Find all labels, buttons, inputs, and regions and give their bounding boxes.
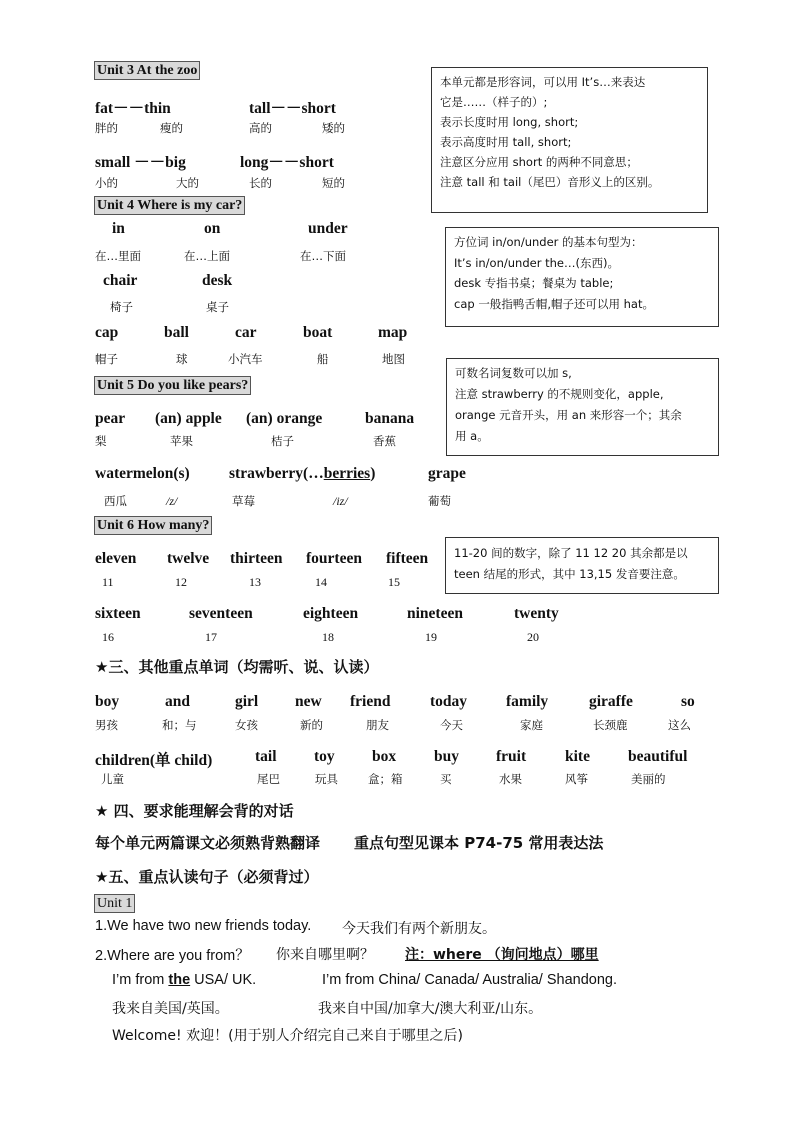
unit6-word: thirteen bbox=[230, 550, 283, 567]
sentence-1-cn: 今天我们有两个新朋友。 bbox=[342, 921, 496, 937]
unit5-phonetic: /z/ bbox=[166, 494, 178, 508]
unit6-num: 18 bbox=[322, 630, 334, 644]
unit6-word: eighteen bbox=[303, 605, 359, 622]
strawberry-paren: ) bbox=[370, 465, 376, 482]
section3-word: girl bbox=[235, 693, 259, 710]
unit4-cn: 小汽车 bbox=[228, 352, 263, 366]
unit6-num: 17 bbox=[205, 630, 217, 644]
unit5-header: Unit 5 Do you like pears? bbox=[94, 376, 251, 395]
unit3-cn: 小的 bbox=[95, 176, 118, 190]
note-line: 表示高度时用 tall, short; bbox=[440, 135, 572, 149]
note-line: 可数名词复数可以加 s, bbox=[455, 366, 572, 380]
unit5-word: (an) orange bbox=[246, 410, 323, 427]
unit3-header: Unit 3 At the zoo bbox=[94, 61, 200, 80]
unit6-word: eleven bbox=[95, 550, 137, 567]
unit4-word: map bbox=[378, 324, 408, 341]
unit6-num: 15 bbox=[388, 575, 400, 589]
unit4-word: desk bbox=[202, 272, 233, 289]
unit4-word: ball bbox=[164, 324, 189, 341]
unit5-cn: 桔子 bbox=[271, 434, 294, 448]
unit5-note-box bbox=[446, 358, 719, 456]
unit4-cn: 球 bbox=[176, 352, 188, 366]
unit3-cn: 长的 bbox=[249, 176, 272, 190]
unit4-cn: 椅子 bbox=[110, 300, 133, 314]
note-line: 注意 strawberry 的不规则变化，apple, bbox=[455, 387, 664, 401]
unit5-word: pear bbox=[95, 410, 126, 427]
sentence-4-cn: 我来自美国/英国。 bbox=[112, 1001, 229, 1017]
unit3-word: long－－short bbox=[240, 154, 334, 171]
unit4-note-box bbox=[445, 227, 719, 327]
unit3-cn: 胖的 bbox=[95, 121, 118, 135]
unit4-cn: 在…里面 bbox=[95, 249, 141, 263]
section3-cn: 女孩 bbox=[235, 718, 258, 732]
unit6-num: 19 bbox=[425, 630, 437, 644]
note-line: 11-20 间的数字，除了 11 12 20 其余都是以 bbox=[454, 546, 688, 560]
unit3-cn: 大的 bbox=[176, 176, 199, 190]
note-line: 方位词 in/on/under 的基本句型为： bbox=[454, 235, 643, 249]
section3-cn: 男孩 bbox=[95, 718, 118, 732]
unit4-word: chair bbox=[103, 272, 138, 289]
section3-word: giraffe bbox=[589, 693, 633, 710]
sentence-2-cn: 你来自哪里啊？ bbox=[276, 947, 374, 963]
section3-word: new bbox=[295, 693, 322, 710]
unit6-word: twenty bbox=[514, 605, 559, 622]
unit5-cn: 西瓜 bbox=[104, 494, 127, 508]
section4-line: 每个单元两篇课文必须熟背熟翻译 bbox=[95, 834, 321, 852]
section3-word: buy bbox=[434, 748, 459, 765]
section3-word: box bbox=[372, 748, 397, 765]
unit4-cn: 在…下面 bbox=[300, 249, 346, 263]
section3-cn: 今天 bbox=[440, 718, 463, 732]
section3-cn: 盒；箱 bbox=[368, 772, 403, 786]
section3-title: ★三、其他重点单词（均需听、说、认读） bbox=[95, 658, 379, 676]
unit4-cn: 地图 bbox=[382, 352, 405, 366]
sentence-3-part: I’m from bbox=[112, 972, 169, 988]
section3-word: so bbox=[681, 693, 695, 710]
unit3-word: fat－－thin bbox=[95, 100, 171, 117]
unit3-cn: 短的 bbox=[322, 176, 345, 190]
unit3-word: small －－big bbox=[95, 154, 186, 171]
unit5-word: (an) apple bbox=[155, 410, 222, 427]
unit5-cn: 香蕉 bbox=[373, 434, 396, 448]
unit5-word: grape bbox=[428, 465, 466, 482]
unit6-word: seventeen bbox=[189, 605, 253, 622]
unit6-word: twelve bbox=[167, 550, 210, 567]
unit1-header: Unit 1 bbox=[94, 894, 135, 913]
unit4-cn: 桌子 bbox=[206, 300, 229, 314]
unit6-num: 14 bbox=[315, 575, 327, 589]
unit4-cn: 船 bbox=[317, 352, 329, 366]
unit6-note-box bbox=[445, 537, 719, 594]
unit6-num: 13 bbox=[249, 575, 261, 589]
section3-cn: 尾巴 bbox=[257, 772, 280, 786]
section3-cn: 风筝 bbox=[565, 772, 588, 786]
unit4-word: under bbox=[308, 220, 348, 237]
strawberry-word: strawberry(… bbox=[229, 465, 324, 482]
sentence-3b: I’m from China/ Canada/ Australia/ Shandong. bbox=[322, 972, 617, 988]
unit4-word: car bbox=[235, 324, 257, 341]
section3-cn: 买 bbox=[440, 772, 452, 786]
unit5-word: banana bbox=[365, 410, 415, 427]
unit4-cn: 帽子 bbox=[95, 352, 118, 366]
section3-cn: 儿童 bbox=[101, 772, 124, 786]
note-line: cap 一般指鸭舌帽,帽子还可以用 hat。 bbox=[454, 296, 654, 311]
unit4-word: cap bbox=[95, 324, 119, 341]
sentence-4b-cn: 我来自中国/加拿大/澳大利亚/山东。 bbox=[318, 1001, 543, 1017]
section5-title: ★五、重点认读句子（必须背过） bbox=[95, 868, 319, 886]
unit5-cn: 苹果 bbox=[170, 434, 193, 448]
unit4-word: boat bbox=[303, 324, 333, 341]
note-line: 用 a。 bbox=[455, 429, 489, 443]
unit3-cn: 高的 bbox=[249, 121, 272, 135]
unit5-cn: 草莓 bbox=[232, 494, 255, 508]
unit3-cn: 瘦的 bbox=[160, 121, 183, 135]
unit4-word: on bbox=[204, 220, 221, 237]
section3-word: boy bbox=[95, 693, 120, 710]
unit5-word: watermelon(s) bbox=[95, 465, 190, 482]
section3-word: friend bbox=[350, 693, 391, 710]
section3-word: today bbox=[430, 693, 468, 710]
section3-word: fruit bbox=[496, 748, 527, 765]
unit4-cn: 在…上面 bbox=[184, 249, 230, 263]
section3-word: and bbox=[165, 693, 190, 710]
unit6-num: 11 bbox=[102, 575, 114, 589]
unit6-word: fifteen bbox=[386, 550, 429, 567]
section3-cn: 玩具 bbox=[315, 772, 338, 786]
unit3-note-box bbox=[431, 67, 708, 213]
section3-word: toy bbox=[314, 748, 335, 765]
section3-word: kite bbox=[565, 748, 590, 765]
sentence-3-part: USA/ UK. bbox=[190, 972, 257, 988]
section3-word: beautiful bbox=[628, 748, 688, 765]
note-line: orange 元音开头，用 an 来形容一个；其余 bbox=[455, 408, 682, 422]
section4-title: ★ 四、要求能理解会背的对话 bbox=[95, 802, 294, 820]
section3-cn: 水果 bbox=[499, 772, 522, 786]
unit6-num: 12 bbox=[175, 575, 187, 589]
section3-word: tail bbox=[255, 748, 277, 765]
section3-cn: 新的 bbox=[300, 718, 323, 732]
section3-word: children(单 child) bbox=[95, 752, 213, 769]
unit6-header: Unit 6 How many? bbox=[94, 516, 212, 535]
note-line: 本单元都是形容词，可以用 It’s…来表达 bbox=[440, 75, 646, 89]
note-line: 注意 tall 和 tail（尾巴）音形义上的区别。 bbox=[440, 175, 660, 189]
unit5-phonetic: /iz/ bbox=[333, 494, 348, 508]
unit6-word: fourteen bbox=[306, 550, 362, 567]
note-line: 注意区分应用 short 的两种不同意思； bbox=[440, 155, 638, 169]
unit6-word: sixteen bbox=[95, 605, 141, 622]
note-line: teen 结尾的形式，其中 13,15 发音要注意。 bbox=[454, 567, 685, 581]
section3-cn: 和；与 bbox=[162, 718, 197, 732]
note-line: desk 专指书桌；餐桌为 table; bbox=[454, 276, 614, 290]
section3-cn: 美丽的 bbox=[631, 772, 666, 786]
note-line: 表示长度时用 long, short; bbox=[440, 115, 579, 129]
unit3-word: tall－－short bbox=[249, 100, 336, 117]
unit5-cn: 梨 bbox=[95, 434, 107, 448]
note-line: It’s in/on/under the…(东西)。 bbox=[454, 255, 619, 270]
sentence-3-the: the bbox=[168, 972, 191, 988]
sentence-2: 2.Where are you from？ bbox=[95, 948, 250, 964]
section3-cn: 家庭 bbox=[520, 718, 543, 732]
section4-line: 重点句型见课本 P74-75 常用表达法 bbox=[354, 834, 604, 852]
note-line: 它是……（样子的）; bbox=[440, 95, 548, 109]
unit4-word: in bbox=[112, 220, 125, 237]
berries-word: berries bbox=[323, 465, 371, 482]
unit4-header: Unit 4 Where is my car? bbox=[94, 196, 245, 215]
section3-cn: 这么 bbox=[668, 718, 691, 732]
unit5-cn: 葡萄 bbox=[428, 494, 451, 508]
section3-cn: 朋友 bbox=[366, 718, 389, 732]
sentence-3 bbox=[112, 972, 256, 988]
unit5-word bbox=[229, 465, 375, 483]
unit6-num: 16 bbox=[102, 630, 114, 644]
section3-word: family bbox=[506, 693, 549, 710]
unit6-word: nineteen bbox=[407, 605, 463, 622]
sentence-1: 1.We have two new friends today. bbox=[95, 918, 312, 934]
unit3-cn: 矮的 bbox=[322, 121, 345, 135]
section3-cn: 长颈鹿 bbox=[593, 718, 628, 732]
sentence-2-note: 注：where （询问地点）哪里 bbox=[405, 947, 599, 963]
sentence-5: Welcome! 欢迎！(用于别人介绍完自己来自于哪里之后) bbox=[112, 1028, 464, 1044]
unit6-num: 20 bbox=[527, 630, 539, 644]
